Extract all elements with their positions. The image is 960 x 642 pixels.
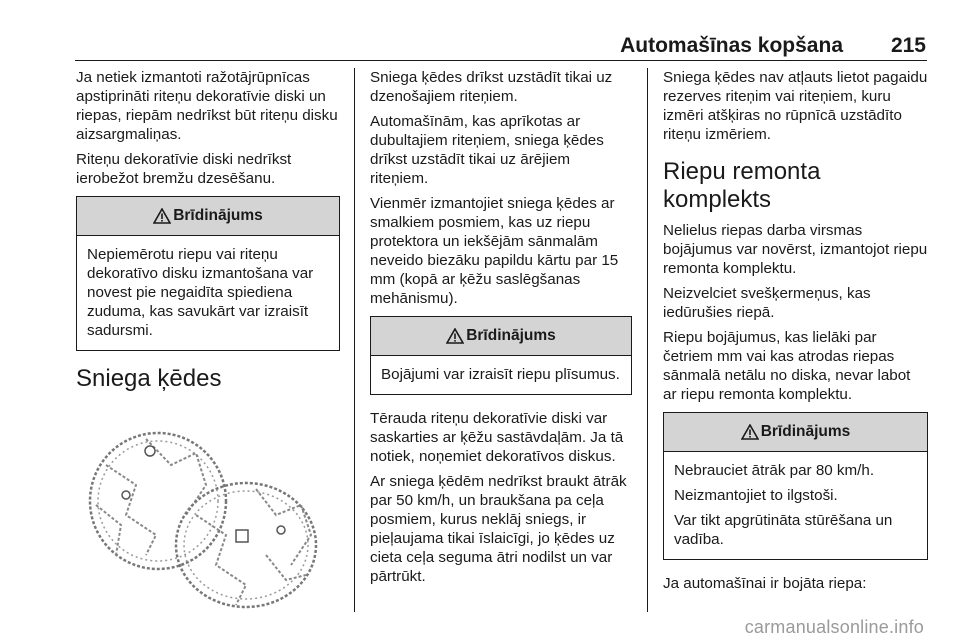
paragraph: Ja netiek izmantoti ražotājrūpnīcas apstiprināti riteņu dekoratīvie diski un riepas, riepām nedrīkst būt riteņu disku aizsargmaliņas. (76, 69, 338, 143)
warning-box (370, 316, 632, 395)
column-divider (354, 68, 355, 612)
column-right (663, 68, 928, 599)
column-divider (647, 68, 648, 612)
warning-header (664, 413, 927, 452)
warning-title: Brīdinājums (760, 423, 851, 440)
header-rule (75, 60, 927, 61)
warning-text: Bojājumi var izraisīt riepu plīsumus. (381, 366, 620, 383)
warning-box (663, 412, 928, 560)
warning-text: Neizmantojiet to ilgstoši. (674, 487, 838, 504)
paragraph: Tērauda riteņu dekoratīvie diski var saskarties ar ķēžu sastāvdaļām. Ja tā notiek, noņemiet dekoratīvos diskus. (370, 410, 624, 465)
page-header (0, 0, 960, 58)
warning-triangle-icon (153, 208, 171, 224)
column-left (76, 68, 340, 618)
paragraph: Riepu bojājumus, kas lielāki par četriem mm vai kas atrodas riepas sānmalā netālu no diska, nevar labot ar riepu remonta komplektu. (663, 329, 911, 403)
column-middle (370, 68, 632, 592)
page-number: 215 (890, 34, 926, 57)
paragraph: Riteņu dekoratīvie diski nedrīkst ierobežot bremžu dzesēšanu. (76, 151, 292, 187)
warning-header (371, 317, 631, 356)
paragraph: Vienmēr izmantojiet sniega ķēdes ar smalkiem posmiem, kas uz riepu protektora un iekšējām sānmalām neveido biezāku papildu kārtu par 15 mm (kopā ar ķēžu saslēgšanas mehānismu). (370, 195, 619, 307)
paragraph: Sniega ķēdes drīkst uzstādīt tikai uz dzenošajiem riteņiem. (370, 69, 613, 105)
page-title: Automašīnas kopšana (620, 34, 843, 57)
warning-text: Var tikt apgrūtināta stūrēšana un vadība. (674, 512, 893, 548)
paragraph: Ar sniega ķēdēm nedrīkst braukt ātrāk par 50 km/h, un braukšana pa ceļa posmiem, kurus neklāj sniegs, ir pieļaujama tikai īslaicīgi, jo ķēdes uz cieta ceļa seguma ātri nodilst un var pārtrūkt. (370, 473, 627, 585)
paragraph: Automašīnām, kas aprīkotas ar dubultajiem riteņiem, sniega ķēdes drīkst uzstādīt tikai uz ārējiem riteņiem. (370, 113, 604, 187)
warning-box (76, 196, 340, 351)
section-heading: Sniega ķēdes (76, 365, 222, 392)
warning-triangle-icon (446, 328, 464, 344)
paragraph: Neizvelciet svešķermeņus, kas iedūrušies riepā. (663, 285, 871, 321)
warning-title: Brīdinājums (466, 327, 556, 344)
watermark: carmanualsonline.info (744, 617, 924, 637)
warning-title: Brīdinājums (173, 207, 263, 224)
warning-triangle-icon (741, 424, 759, 440)
paragraph: Sniega ķēdes nav atļauts lietot pagaidu rezerves riteņim vai riteņiem, kuru izmēri atšķiras no rūpnīcā uzstādīto riteņu izmēriem. (663, 69, 928, 143)
warning-text: Nepiemērotu riepu vai riteņu dekoratīvo disku izmantošana var novest pie negaidīta spiediena zuduma, kas savukārt var izraisīt sadursmi. (87, 246, 314, 339)
warning-text: Nebrauciet ātrāk par 80 km/h. (674, 462, 875, 479)
warning-header (77, 197, 339, 236)
paragraph: Ja automašīnai ir bojāta riepa: (663, 575, 867, 592)
snow-chains-illustration (76, 405, 340, 613)
section-heading: Riepu remonta komplekts (663, 158, 821, 213)
paragraph: Nelielus riepas darba virsmas bojājumus var novērst, izmantojot riepu remonta komplektu. (663, 222, 928, 277)
